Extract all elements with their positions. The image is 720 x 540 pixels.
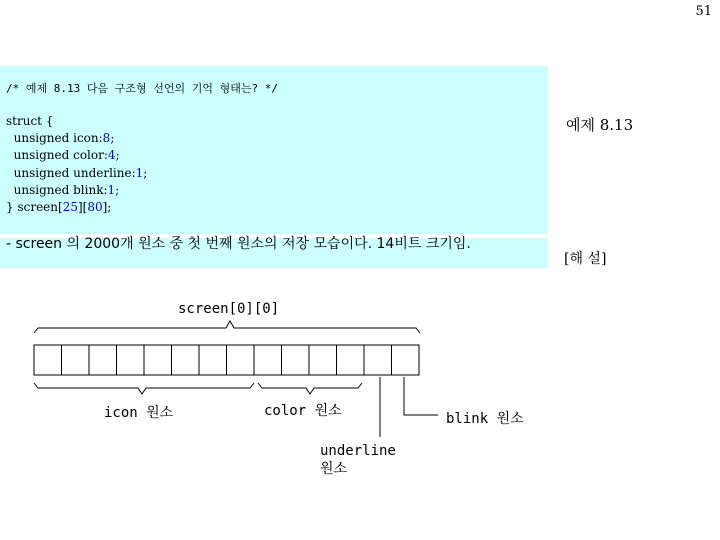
top-brace [34, 321, 420, 333]
code-line: unsigned icon:8; [13, 131, 115, 146]
blink-pointer [404, 377, 438, 415]
bit-cell [62, 345, 90, 375]
bit-cell [172, 345, 200, 375]
diagram-title: screen[0][0] [178, 301, 280, 317]
code-line: struct { [6, 114, 54, 128]
icon-label: icon 원소 [104, 405, 174, 421]
solution-label: [해 설] [564, 251, 607, 267]
bit-cell [89, 345, 117, 375]
code-comment: /* 예제 8.13 다음 구조형 선언의 기억 형태는? */ [6, 82, 278, 95]
bit-cell [144, 345, 172, 375]
bit-cell [309, 345, 337, 375]
code-line: unsigned underline:1; [13, 165, 148, 180]
icon-brace [34, 383, 254, 394]
page-number: 51 [695, 4, 712, 19]
description-text: - screen 의 2000개 원소 중 첫 번째 원소의 저장 모습이다. 14비트 크기임. [6, 236, 471, 252]
bit-cell [199, 345, 227, 375]
underline-label: underline [320, 443, 396, 459]
bit-cell [392, 345, 420, 375]
bit-cell [254, 345, 282, 375]
color-brace [258, 383, 362, 394]
code-line: unsigned color:4; [13, 148, 120, 163]
bitfield-diagram [0, 285, 560, 485]
code-line: unsigned blink:1; [13, 182, 120, 197]
code-line-closing: } screen[25][80]; [6, 200, 112, 215]
bit-cell [34, 345, 62, 375]
bit-cell [117, 345, 145, 375]
bit-cell [227, 345, 255, 375]
bit-cells [34, 345, 419, 375]
blink-label: blink 원소 [446, 411, 524, 427]
bit-cell [364, 345, 392, 375]
bit-cell [337, 345, 365, 375]
underline-label-2: 원소 [320, 461, 348, 477]
example-label: 예제 8.13 [566, 116, 634, 134]
bit-cell [282, 345, 310, 375]
color-label: color 원소 [264, 403, 342, 419]
code-body [6, 113, 147, 216]
